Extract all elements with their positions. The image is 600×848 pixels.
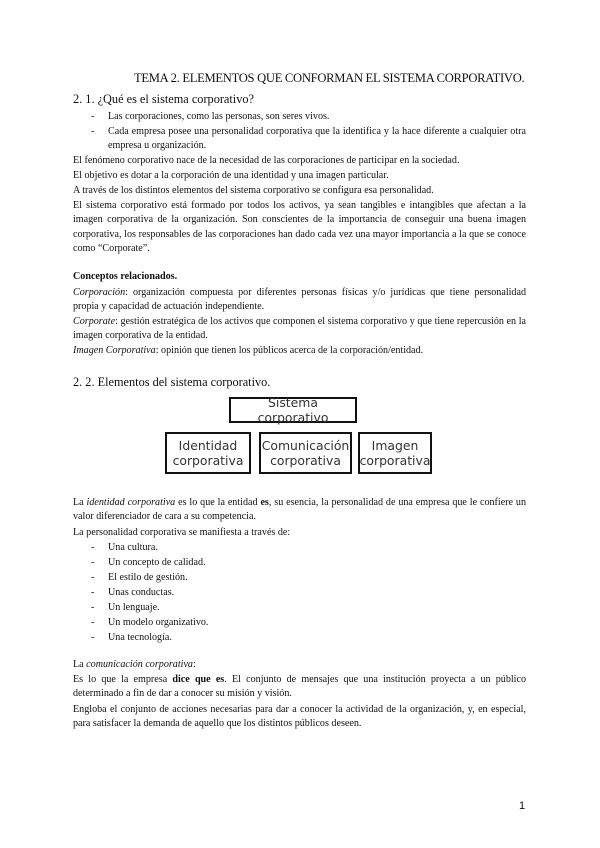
concept-def: opinión que tienen los públicos acerca de la corporación/entidad.: [161, 345, 424, 356]
bullet-dash: -: [91, 111, 95, 122]
paragraph: A través de los distintos elementos del sistema corporativo se configura esa personalidad.: [73, 185, 434, 196]
text-run: es lo que la entidad: [175, 497, 261, 508]
diagram-box-line: Imagen: [371, 438, 419, 453]
bold-run: dice que es: [172, 674, 225, 685]
paragraph: El fenómeno corporativo nace de la necesidad de las corporaciones de participar en la sociedad.: [73, 155, 460, 166]
list-item: Un modelo organizativo.: [108, 617, 209, 628]
list-item: Unas conductas.: [108, 587, 175, 598]
concept-sep: :: [155, 345, 162, 356]
list-item: Un lenguaje.: [108, 602, 160, 613]
bullet-dash: -: [91, 572, 95, 583]
communication-heading: [73, 658, 526, 672]
identity-paragraph: [73, 496, 526, 525]
bullet-item: Cada empresa posee una personalidad corporativa que la identifica y la hace diferente a cualquier otra empresa u organización.: [108, 126, 526, 152]
diagram-box-image: [358, 432, 432, 474]
diagram-box-label: [262, 438, 350, 468]
document-title: TEMA 2. ELEMENTOS QUE CONFORMAN EL SISTEMA CORPORATIVO.: [134, 71, 525, 85]
bullet-dash: -: [91, 557, 95, 568]
list-item: Una tecnología.: [108, 632, 172, 643]
text-run: La: [73, 497, 87, 508]
concept-sep: :: [115, 316, 121, 327]
concepts-heading: [73, 270, 526, 284]
diagram-box-line: Comunicación: [261, 438, 350, 453]
diagram-box-identity: [165, 432, 251, 474]
text-run: , su esencia, la personalidad de una empresa que le confiere un valor diferenciador de cara a su competencia.: [73, 497, 527, 523]
identity-term: identidad corporativa: [86, 497, 176, 508]
bold-run: es: [260, 497, 269, 508]
list-item: Un concepto de calidad.: [108, 557, 206, 568]
concept-term: Imagen Corporativa: [73, 345, 156, 356]
page-number: 1: [519, 800, 526, 812]
communication-paragraph: Engloba el conjunto de acciones necesarias para dar a conocer la actividad de la organización, y, en especial, para satisfacer la demanda de aquello que los distintos públicos deseen.: [73, 704, 526, 730]
bullet-dash: -: [91, 542, 95, 553]
bullet-dash: -: [91, 126, 95, 137]
list-item: El estilo de gestión.: [108, 572, 188, 583]
concept-def: organización compuesta por diferentes personas físicas y/o jurídicas que tiene personalidad propia y capacidad de actuación independiente.: [73, 287, 526, 313]
diagram-box-line: corporativa: [172, 453, 244, 468]
communication-paragraph: [73, 673, 526, 702]
concept-sep: :: [125, 287, 133, 298]
concept-item: [73, 286, 526, 315]
concepts-heading-text: Conceptos relacionados.: [73, 271, 178, 282]
bullet-dash: -: [91, 617, 95, 628]
concept-def: gestión estratégica de los activos que componen el sistema corporativo y que tiene repercusión en la imagen corporativa de la entidad.: [73, 316, 526, 342]
diagram-box-system: [229, 397, 357, 423]
paragraph: El objetivo es dotar a la corporación de una identidad y una imagen particular.: [73, 170, 389, 181]
text-run: . El conjunto de mensajes que una institución proyecta a un público determinado a fin de dar a conocer su misión y visión.: [73, 674, 526, 700]
diagram-box-line: Identidad: [178, 438, 238, 453]
diagram-box-communication: [259, 432, 352, 474]
paragraph: El sistema corporativo está formado por todos los activos, ya sean tangibles e intangibles que afectan a la imagen corporativa de la organización. Son conscientes de la importancia de conseguir una buena imagen corporativa, los responsables de las corporaciones han dado cada vez una mayor importancia a la que se conoce como “Corporate”.: [73, 200, 526, 255]
section-heading-2-1: 2. 1. ¿Qué es el sistema corporativo?: [73, 92, 254, 106]
section-heading-2-2: 2. 2. Elementos del sistema corporativo.: [73, 375, 271, 389]
diagram-box-label: Sistema corporativo: [257, 395, 329, 425]
concept-term: Corporate: [73, 316, 116, 327]
text-run: La: [73, 659, 87, 670]
text-run: :: [192, 659, 196, 670]
bullet-item: Las corporaciones, como las personas, son seres vivos.: [108, 111, 330, 122]
bullet-dash: -: [91, 602, 95, 613]
diagram-box-line: corporativa: [359, 453, 431, 468]
diagram-box-label: [360, 438, 431, 468]
diagram-box-line: corporativa: [270, 453, 341, 468]
concept-term: Corporación: [73, 287, 126, 298]
concept-item: [73, 344, 526, 358]
text-run: Es lo que la empresa: [73, 674, 173, 685]
paragraph: La personalidad corporativa se manifiesta a través de:: [73, 527, 291, 538]
diagram-box-label: [173, 438, 244, 468]
bullet-dash: -: [91, 587, 95, 598]
concept-item: [73, 315, 526, 344]
list-item: Una cultura.: [108, 542, 158, 553]
bullet-dash: -: [91, 632, 95, 643]
communication-term: comunicación corporativa: [86, 659, 193, 670]
